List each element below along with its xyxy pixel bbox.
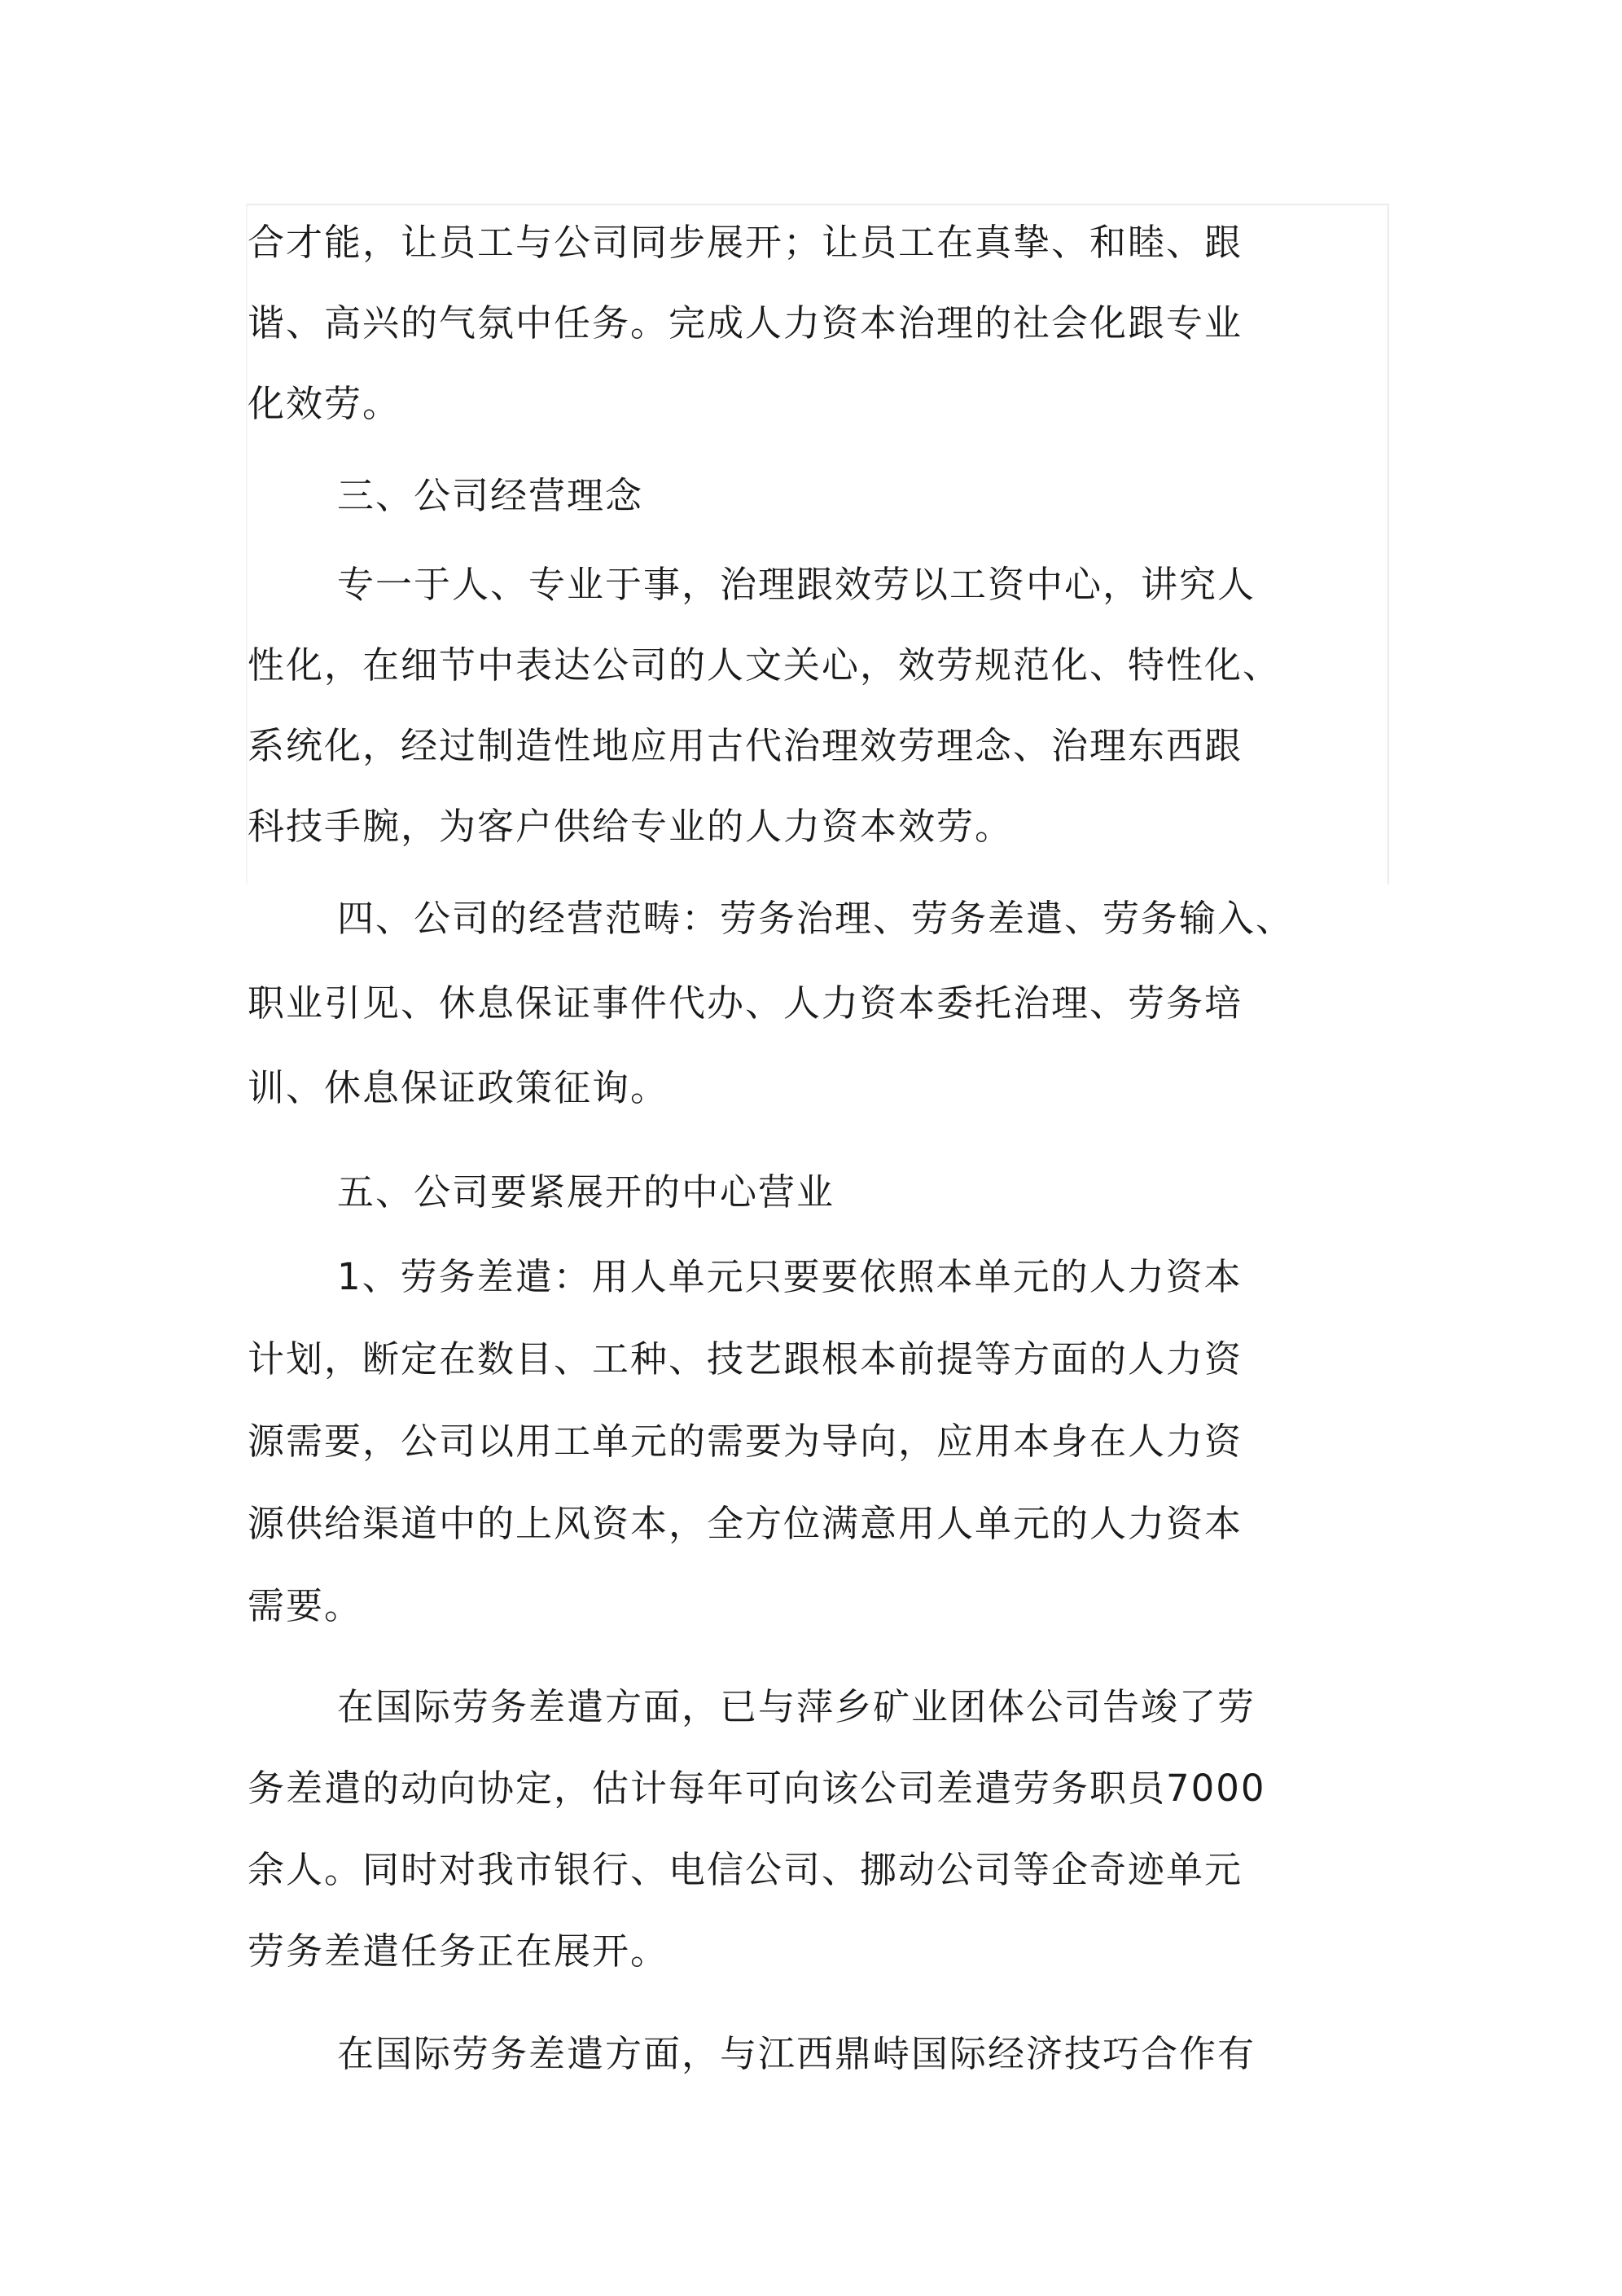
- paragraph-line: 需要。: [248, 1584, 363, 1627]
- paragraph-line: 专一于人、专业于事，治理跟效劳以工资中心，讲究人: [337, 563, 1256, 606]
- paragraph-line: 务差遣的动向协定，估计每年可向该公司差遣劳务职员7000: [248, 1767, 1266, 1810]
- paragraph-line: 科技手腕，为客户供给专业的人力资本效劳。: [248, 805, 1014, 848]
- paragraph-line: 源供给渠道中的上风资本，全方位满意用人单元的人力资本: [248, 1502, 1243, 1545]
- section-heading-4: 四、公司的经营范畴：劳务治理、劳务差遣、劳务输入、: [337, 897, 1295, 940]
- section-heading-5: 五、公司要紧展开的中心营业: [337, 1170, 835, 1214]
- paragraph-line: 系统化，经过制造性地应用古代治理效劳理念、治理东西跟: [248, 724, 1243, 767]
- section-heading-3: 三、公司经营理念: [337, 474, 644, 517]
- paragraph-line: 计划，断定在数目、工种、技艺跟根本前提等方面的人力资: [248, 1337, 1243, 1381]
- paragraph-line: 在国际劳务差遣方面，已与萍乡矿业团体公司告竣了劳: [337, 1685, 1256, 1728]
- paragraph-line: 在国际劳务差遣方面，与江西鼎峙国际经济技巧合作有: [337, 2032, 1256, 2075]
- paragraph-line: 职业引见、休息保证事件代办、人力资本委托治理、劳务培: [248, 981, 1243, 1025]
- paragraph-line: 合才能，让员工与公司同步展开；让员工在真挚、和睦、跟: [248, 221, 1243, 264]
- paragraph-line: 劳务差遣任务正在展开。: [248, 1929, 669, 1973]
- paragraph-line: 1、劳务差遣：用人单元只要要依照本单元的人力资本: [337, 1255, 1243, 1298]
- paragraph-line: 化效劳。: [248, 382, 401, 425]
- paragraph-line: 训、休息保证政策征询。: [248, 1066, 669, 1109]
- paragraph-line: 性化，在细节中表达公司的人文关心，效劳规范化、特性化、: [248, 643, 1282, 687]
- paragraph-line: 谐、高兴的气氛中任务。完成人力资本治理的社会化跟专业: [248, 301, 1243, 345]
- paragraph-line: 源需要，公司以用工单元的需要为导向，应用本身在人力资: [248, 1420, 1243, 1463]
- paragraph-line: 余人。同时对我市银行、电信公司、挪动公司等企奇迹单元: [248, 1848, 1243, 1891]
